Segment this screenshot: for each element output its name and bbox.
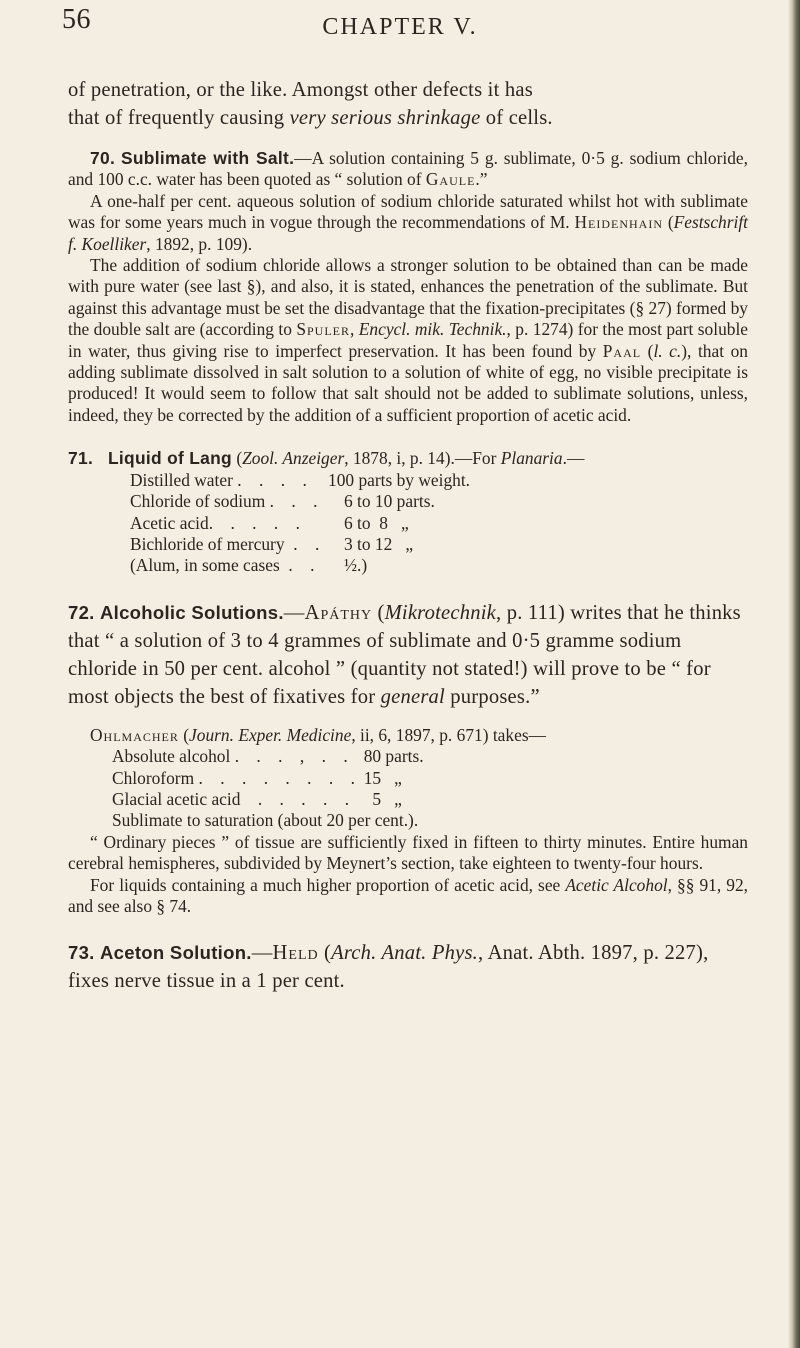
ingredient-name: Glacial acetic acid [112,788,241,809]
section-text: ( [231,448,243,469]
leader-dots: . . [284,533,329,554]
table-row [68,534,470,555]
ingredient-quantity: 80 parts. [363,746,424,767]
author-name: Heidenhain [574,212,663,233]
ingredient-quantity: 6 to 10 parts. [344,491,435,512]
section-text: ( [178,724,190,745]
section-title: Liquid of Lang [108,448,232,469]
ingredient-name: Chloride of sodium [130,491,266,512]
table-row [68,555,470,576]
section-text: , Anat. Abth. 1897, p. 227), fixes nerve tissue in a 1 per cent. [68,942,709,993]
section-text: purposes.” [444,685,540,708]
table-row [68,491,470,512]
section-title: Sublimate with Salt. [120,148,295,168]
section-text: ( [372,601,385,624]
page-edge-shadow [788,0,800,1348]
section-70 [68,148,748,426]
section-number: 71. [68,448,94,469]
recipe-table-ohlmacher [68,746,424,810]
section-text: Sublimate to saturation (about 20 per cent.). [112,810,419,831]
table-row [68,470,470,491]
leader-dots: . . [279,555,324,576]
citation: Journ. Exper. Medicine [189,724,352,745]
citation: Mikrotechnik [384,601,496,624]
section-71 [68,448,748,576]
section-text: , p. 1274) for the most part soluble in water, thus giving rise to imperfect preservation. It has been found by [68,319,749,361]
page-number: 56 [62,4,91,35]
section-text: ), that on adding sublimate dissolved in salt solution to a solution of white of egg, no visible precipitate is produced! It would seem to follow that salt should not be added to sublimate solutions, unless, indeed, they be corrected by the addition of a sufficient proportion of acetic acid. [68,340,748,425]
leader-dots: . . . . . [240,788,358,809]
section-73 [68,939,748,995]
section-70-para-3 [68,255,748,426]
section-70-para-2 [68,191,748,255]
leader-dots: . . . [265,491,327,512]
section-72-para-3 [68,875,748,918]
section-71-heading-text [108,448,748,469]
author-name: Apáthy [304,601,373,624]
intro-text-2a: that of frequently causing [68,107,290,129]
citation: Arch. Anat. Phys. [331,942,479,965]
section-title: Alcoholic Solutions. [99,601,284,623]
intro-line-1 [68,76,748,104]
section-text: The addition of sodium chloride allows a stronger solution to be obtained than can be made with pure water (see last §), and also, it is stated, enhances the penetration of the sublimate. But against this advantage must be set the disadvantage that the fixation-precipitates (§ 27) formed by the double salt are (according to [68,255,748,340]
citation: Encycl. mik. Technik. [358,319,507,340]
ingredient-quantity: 5 „ [363,788,402,809]
ingredient-name: Acetic acid. [130,512,214,533]
intro-line-2 [68,104,748,132]
table-row [68,513,470,534]
section-70-para-1 [68,148,748,191]
section-text: , §§ 91, 92, and see also § 74. [68,874,748,916]
author-name: Held [272,942,319,965]
section-number: 73. [68,942,95,964]
running-head: CHAPTER V. [322,14,478,40]
leader-dots: . . . . [232,469,316,490]
section-text: .— [562,448,585,469]
section-text: .” [475,169,488,190]
ingredient-name: (Alum, in some cases [130,555,280,576]
section-text: , p. 111) writes that he thinks that “ a solution of 3 to 4 grammes of sublimate and 0·5 gramme sodium chloride in 50 per cent. alcohol ” (quantity not stated!) will prove to be “ for most objects the best of fixatives for [68,601,741,708]
section-text: For liquids containing a much higher proportion of acetic acid, see [90,874,566,895]
leader-dots: . . . . . . . . [194,767,364,788]
ingredient-quantity: 6 to 8 „ [344,512,409,533]
section-73-lead [68,939,748,995]
organism-name: Planaria [500,448,563,469]
section-text: ( [318,942,332,965]
leader-dots: . . . . [213,512,309,533]
section-72-saturation [68,810,748,831]
section-text: — [283,601,305,624]
ingredient-name: Chloroform [112,767,195,788]
section-72-ohlmacher [68,725,748,746]
ingredient-quantity: 100 parts by weight. [328,469,471,490]
ingredient-quantity: 15 „ [363,767,402,788]
section-text: ( [663,212,674,233]
author-name: Paal [602,340,642,361]
citation: l. c. [653,340,682,361]
section-text: , ii, 6, 1897, p. 671) takes— [351,724,546,745]
citation: Festschrift f. Koelliker [68,212,748,254]
table-row [68,746,424,767]
section-number: 72. [68,601,95,623]
intro-emphasis: very serious shrinkage [289,107,481,129]
section-number: 70. [90,148,116,168]
section-text: , [350,319,359,340]
author-name: Ohlmacher [90,724,179,745]
table-row [68,768,424,789]
ingredient-quantity: 3 to 12 „ [344,533,414,554]
author-name: Spuler [296,319,351,340]
citation: Zool. Anzeiger [242,448,345,469]
author-name: Gaule [425,169,476,190]
recipe-table-lang [68,470,470,577]
section-text: A one-half per cent. aqueous solution of sodium chloride saturated whilst hot with sublimate was for some years much in vogue through the recommendations of M. [68,190,748,233]
ingredient-name: Absolute alcohol [112,746,231,767]
section-text: — [251,942,273,965]
page-body [68,76,748,995]
section-72-para-2 [68,832,748,875]
section-text: “ Ordinary pieces ” of tissue are sufficiently fixed in fifteen to thirty minutes. Entire human cerebral hemispheres, subdivided by Meynert’s section, take eighteen to twenty-four hours. [68,831,748,874]
citation: Acetic Alcohol [565,874,668,895]
section-text: , 1892, p. 109). [146,233,253,254]
leader-dots: . . . , . . [230,746,357,767]
ingredient-name: Distilled water [130,469,233,490]
section-text: , 1878, i, p. 14).—For [344,448,501,469]
intro-text-1: of penetration, or the like. Amongst other defects it has [68,79,533,101]
section-text: ( [641,340,654,361]
section-72-lead [68,599,748,711]
emphasis: general [380,685,445,708]
section-71-heading [68,448,748,469]
section-title: Aceton Solution. [99,942,252,964]
section-72 [68,599,748,918]
table-row [68,789,424,810]
intro-text-2c: of cells. [480,107,553,129]
ingredient-quantity: ½.) [344,555,368,576]
ingredient-name: Bichloride of mercury [130,533,285,554]
section-text: —A solution containing 5 g. sublimate, 0·5 g. sodium chloride, and 100 c.c. water has been quoted as “ solution of [68,148,748,190]
